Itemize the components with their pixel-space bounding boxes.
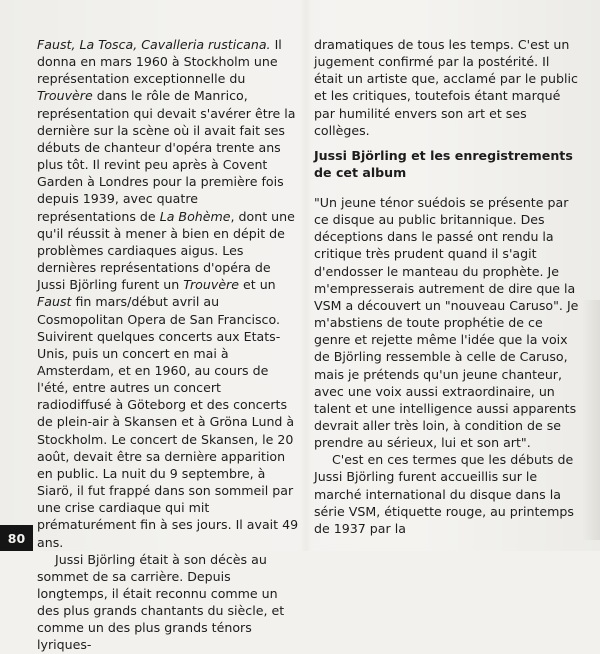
right-paragraph-1: dramatiques de tous les temps. C'est un jugement confirmé par la postérité. Il était un artiste que, acclamé par le public et les critiques, toutefois étant marqué par humilité envers son art et ses collèges. [314,37,578,138]
page-number: 80 [0,525,33,551]
right-column [314,36,582,537]
text-run: fin mars/début avril au Cosmopolitan Opera de San Francisco. Suivirent quelques concerts aux Etats-Unis, puis un concert en mai à Amsterdam, et en 1960, au cours de l'été, entre autres un concert radiodiffusé à Göteborg et des concerts de plein-air à Skansen et à Gröna Lund à Stockholm. Le concert de Skansen, le 20 août, devait être sa dernière apparition en public. La nuit du 9 septembre, à Siarö, il fut frappé dans son sommeil par une crise cardiaque qui mit prématurément fin à ses jours. Il avait 49 ans. [37,294,299,550]
right-paragraph-2: "Un jeune ténor suédois se présente par ce disque au public britannique. Des déceptions dans le passé ont rendu la critique très prudent quand il s'agit d'endosser le manteau du prophète. Je m'empresserais autrement de dire que la VSM a découvert un "nouveau Caruso". Je m'abstiens de toute prophétie de ce genre et rejette même l'idée que la voix de Björling ressemble à celle de Caruso, mais je prétends qu'un jeune chanteur, avec une voix aussi extraordinaire, un talent et une intelligence aussi apparents devrait aller très loin, à condition de se prendre au sérieux, lui et son art". [314,194,579,451]
italic-title-trouvere: Trouvère [37,88,93,104]
left-column [37,36,299,654]
italic-title-trouvere-2: Trouvère [183,277,239,293]
italic-title-faust: Faust [37,294,72,310]
italic-title-boheme: La Bohème [159,208,231,224]
section-heading: Jussi Björling et les enregistrements de cet album [314,147,573,180]
text-run: , dont une qu'il réussit à mener à bien en dépit de problèmes cardiaques aigus. Les dernières représentations d'opéra de Jussi Björling furent un [37,208,295,293]
page-edge-shadow [582,300,600,540]
text-run: Il donna en mars 1960 à Stockholm une représentation exceptionnelle du [37,37,282,87]
text-run: dans le rôle de Manrico, représentation qui devait s'avérer être la dernière sur la scène où il avait fait ses débuts de chanteur d'opéra trente ans plus tôt. Il revint peu après à Covent Garden à Londres pour la première fois depuis 1939, avec quatre représentations de [37,88,296,224]
italic-titles: Faust, La Tosca, Cavalleria rusticana. [37,37,271,52]
left-paragraph-2: Jussi Björling était à son décès au sommet de sa carrière. Depuis longtemps, il était reconnu comme un des plus grands chantants du siècle, et comme un des plus grands ténors lyriques- [37,551,285,653]
text-run: et un [239,277,276,293]
left-paragraph-1 [37,36,299,551]
page-gutter-shadow [300,0,312,551]
right-paragraph-3: C'est en ces termes que les débuts de Jussi Björling furent accueillis sur le marché international du disque dans la série VSM, étiquette rouge, au printemps de 1937 par la [314,452,574,536]
